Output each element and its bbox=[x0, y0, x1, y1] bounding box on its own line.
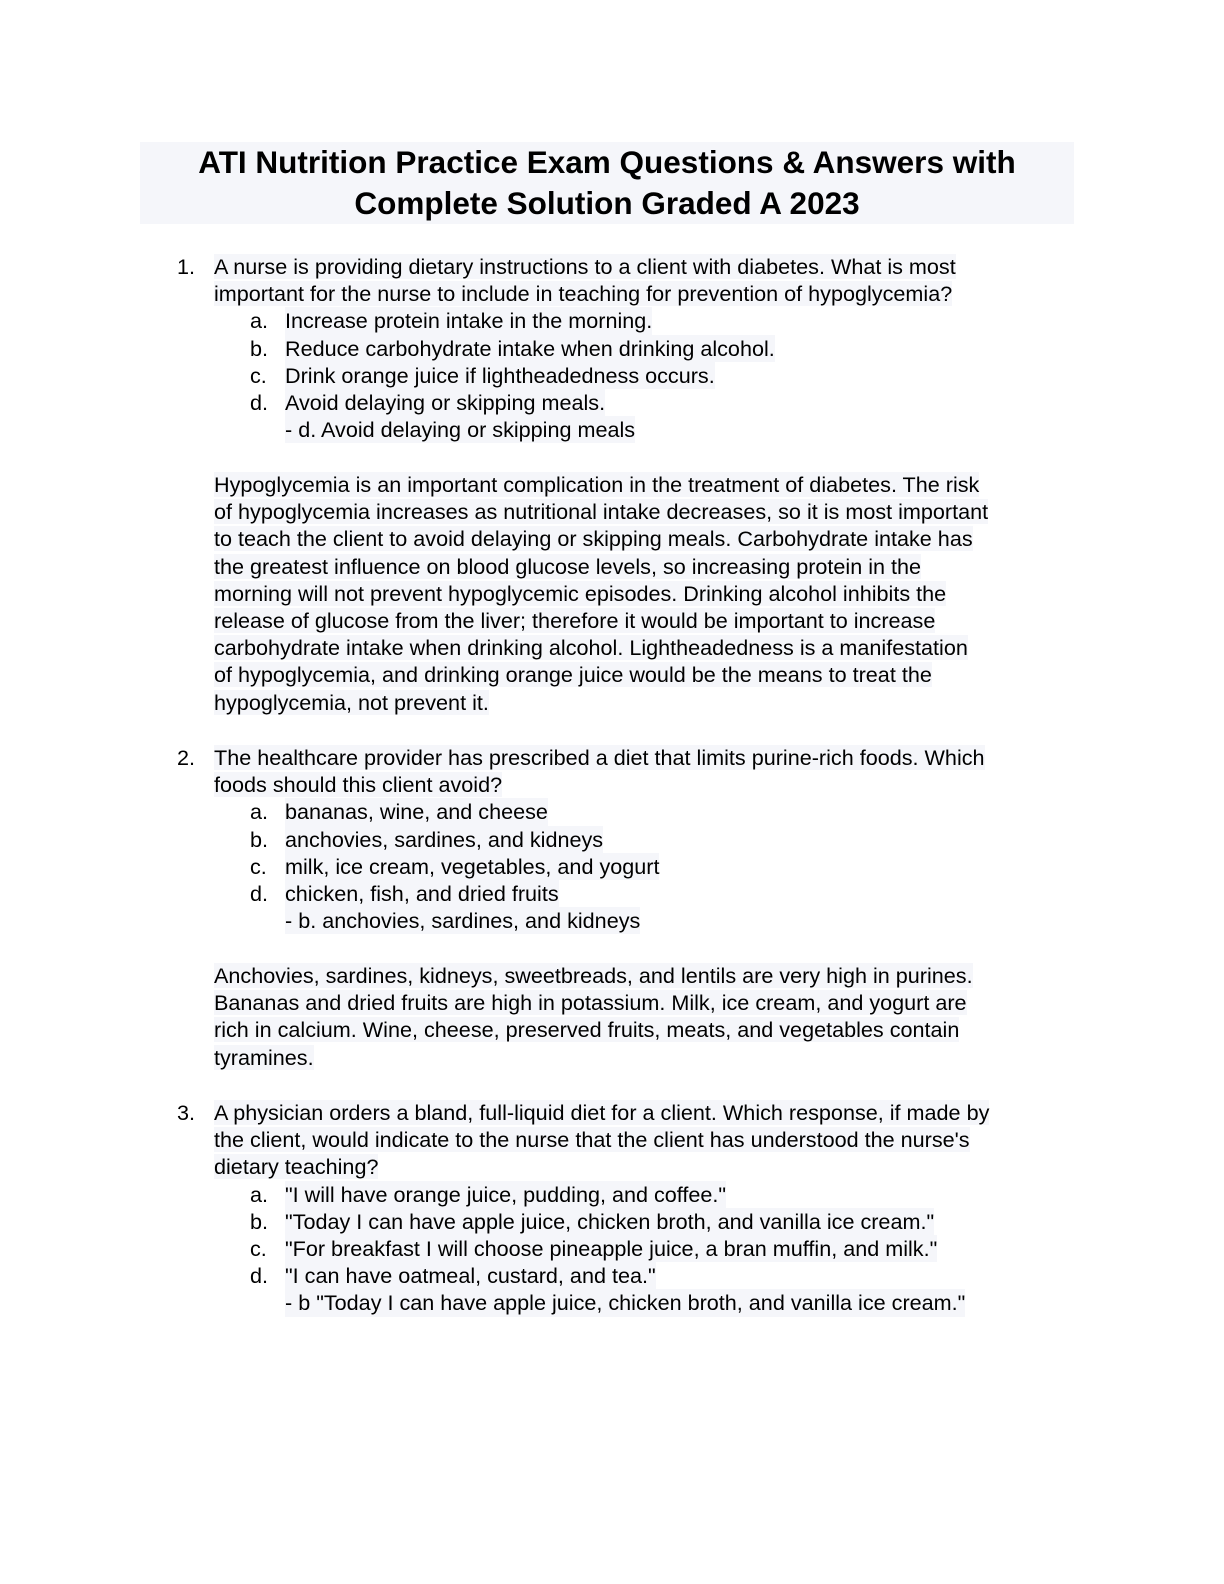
question-line: The healthcare provider has prescribed a diet that limits purine-rich foods. Which bbox=[214, 745, 985, 770]
option-text: anchovies, sardines, and kidneys bbox=[285, 826, 604, 852]
explanation-line: morning will not prevent hypoglycemic episodes. Drinking alcohol inhibits the bbox=[214, 580, 947, 606]
explanation-line: of hypoglycemia, and drinking orange juice would be the means to treat the bbox=[214, 662, 932, 688]
question-line: the client, would indicate to the nurse that the client has understood the nurse's bbox=[214, 1127, 970, 1153]
option-text: chicken, fish, and dried fruits bbox=[285, 880, 559, 906]
explanation-line: Anchovies, sardines, kidneys, sweetbreads, and lentils are very high in purines. bbox=[214, 963, 973, 988]
title-line-2: Complete Solution Graded A 2023 bbox=[354, 185, 860, 221]
answer-key: - b. anchovies, sardines, and kidneys bbox=[285, 908, 641, 934]
question-text bbox=[214, 744, 1094, 798]
question-number: 1. bbox=[177, 254, 196, 279]
answer-explanation bbox=[214, 471, 1094, 716]
explanation-line: release of glucose from the liver; therefore it would be important to increase bbox=[214, 608, 936, 634]
option-letter: a. bbox=[250, 799, 269, 825]
option-text: "I can have oatmeal, custard, and tea." bbox=[285, 1263, 656, 1289]
option-text: "Today I can have apple juice, chicken broth, and vanilla ice cream." bbox=[285, 1208, 935, 1234]
question-line: foods should this client avoid? bbox=[214, 772, 503, 798]
question-line: A physician orders a bland, full-liquid diet for a client. Which response, if made by bbox=[214, 1100, 990, 1125]
option-text: Increase protein intake in the morning. bbox=[285, 308, 653, 334]
title-line-1: ATI Nutrition Practice Exam Questions & Answers with bbox=[198, 144, 1016, 180]
explanation-line: tyramines. bbox=[214, 1044, 314, 1070]
option-letter: b. bbox=[250, 1208, 269, 1234]
explanation-line: to teach the client to avoid delaying or skipping meals. Carbohydrate intake has bbox=[214, 526, 973, 552]
answer-key: - d. Avoid delaying or skipping meals bbox=[285, 417, 636, 443]
explanation-line: hypoglycemia, not prevent it. bbox=[214, 689, 489, 715]
option-text: "For breakfast I will choose pineapple juice, a bran muffin, and milk." bbox=[285, 1235, 938, 1261]
option-letter: d. bbox=[250, 880, 269, 906]
question-line: dietary teaching? bbox=[214, 1154, 379, 1180]
option-letter: a. bbox=[250, 308, 269, 334]
option-text: Reduce carbohydrate intake when drinking alcohol. bbox=[285, 335, 775, 361]
option-text: Avoid delaying or skipping meals. bbox=[285, 389, 606, 415]
option-letter: c. bbox=[250, 1235, 267, 1261]
answer-key: - b "Today I can have apple juice, chicken broth, and vanilla ice cream." bbox=[285, 1290, 966, 1316]
question-line: A nurse is providing dietary instructions to a client with diabetes. What is most bbox=[214, 254, 956, 279]
question-text bbox=[214, 1099, 1094, 1181]
option-letter: b. bbox=[250, 826, 269, 852]
option-text: bananas, wine, and cheese bbox=[285, 799, 548, 825]
option-text: milk, ice cream, vegetables, and yogurt bbox=[285, 853, 660, 879]
option-letter: b. bbox=[250, 335, 269, 361]
document-title bbox=[140, 142, 1074, 224]
question-number: 2. bbox=[177, 745, 196, 770]
option-letter: a. bbox=[250, 1181, 269, 1207]
explanation-line: rich in calcium. Wine, cheese, preserved fruits, meats, and vegetables contain bbox=[214, 1017, 960, 1043]
option-letter: c. bbox=[250, 362, 267, 388]
explanation-line: of hypoglycemia increases as nutritional intake decreases, so it is most important bbox=[214, 499, 989, 525]
question-text bbox=[214, 253, 1094, 307]
option-text: Drink orange juice if lightheadedness occurs. bbox=[285, 362, 715, 388]
option-letter: d. bbox=[250, 1263, 269, 1289]
option-letter: d. bbox=[250, 389, 269, 415]
option-text: "I will have orange juice, pudding, and coffee." bbox=[285, 1181, 727, 1207]
answer-explanation bbox=[214, 962, 1094, 1071]
option-letter: c. bbox=[250, 853, 267, 879]
explanation-line: carbohydrate intake when drinking alcohol. Lightheadedness is a manifestation bbox=[214, 635, 968, 661]
explanation-line: Bananas and dried fruits are high in potassium. Milk, ice cream, and yogurt are bbox=[214, 990, 967, 1016]
question-line: important for the nurse to include in teaching for prevention of hypoglycemia? bbox=[214, 281, 953, 307]
explanation-line: Hypoglycemia is an important complication in the treatment of diabetes. The risk bbox=[214, 472, 980, 497]
explanation-line: the greatest influence on blood glucose levels, so increasing protein in the bbox=[214, 553, 922, 579]
question-number: 3. bbox=[177, 1100, 196, 1125]
